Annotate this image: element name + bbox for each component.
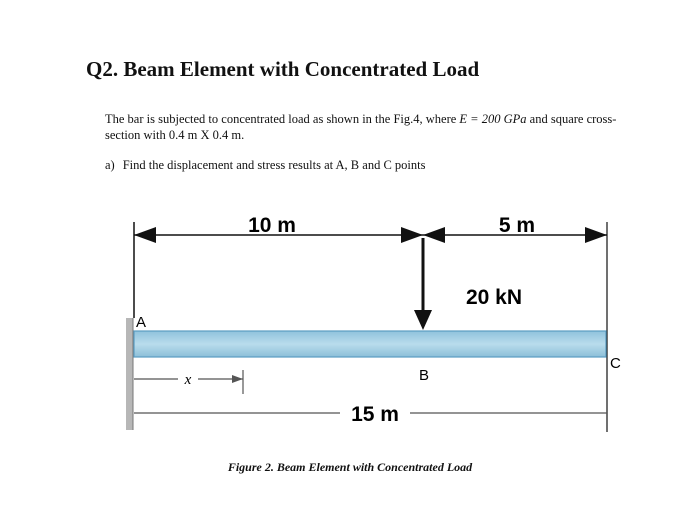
subquestion-text: Find the displacement and stress results at A, B and C points [122, 158, 426, 172]
coord-arrowhead [232, 375, 243, 383]
arrowhead-right [585, 227, 607, 243]
load-arrow-head [414, 310, 432, 330]
wall-support [126, 318, 133, 430]
statement-text-1: The bar is subjected to concentrated load as shown in the Fig.4, where [105, 112, 460, 126]
subquestion-marker: a) [105, 158, 115, 172]
label-point-b: B [418, 367, 430, 384]
statement-text-2: and square cross-section with 0.4 m X 0.4 m. [105, 112, 617, 142]
label-5m: 5 m [498, 214, 536, 237]
beam [134, 331, 606, 357]
arrowhead-left [134, 227, 156, 243]
label-load: 20 kN [465, 286, 523, 309]
label-point-c: C [610, 355, 621, 372]
label-total-length: 15 m [351, 403, 399, 426]
modulus-expression: E = 200 GPa [459, 112, 527, 126]
figure-caption: Figure 2. Beam Element with Concentrated Load [227, 460, 473, 474]
question-title: Q2. Beam Element with Concentrated Load [86, 57, 480, 81]
arrowhead-mid-right [401, 227, 423, 243]
arrowhead-mid-left [423, 227, 445, 243]
label-coord-x: x [184, 372, 192, 388]
label-10m: 10 m [248, 214, 296, 237]
label-point-a: A [136, 314, 147, 331]
